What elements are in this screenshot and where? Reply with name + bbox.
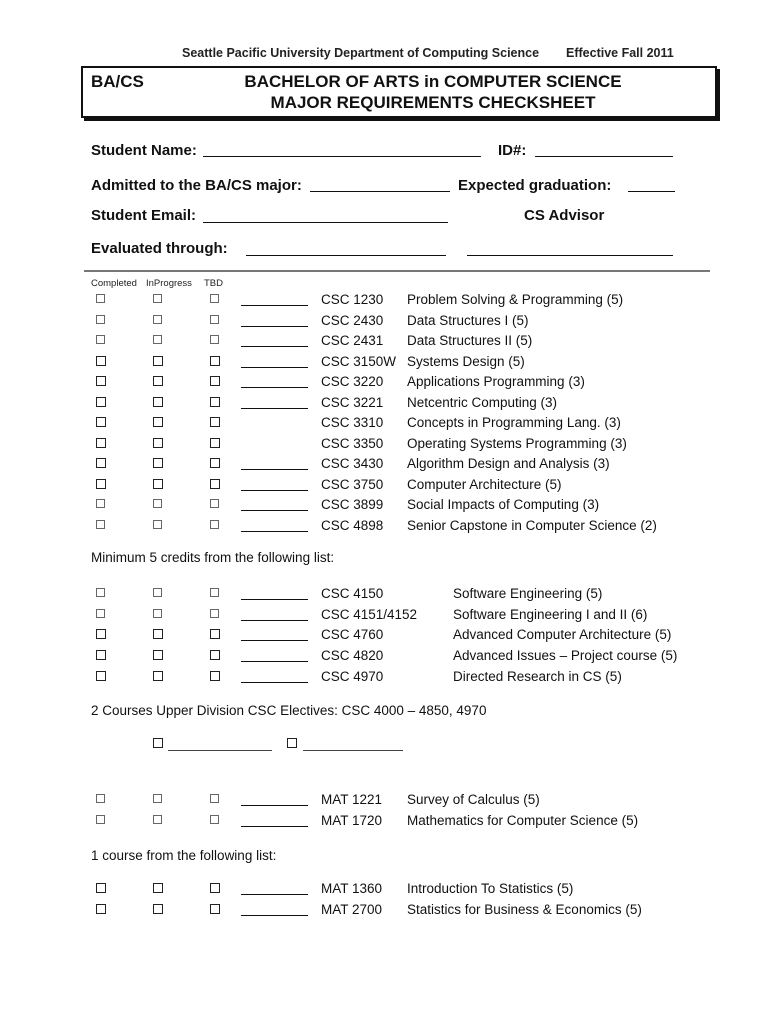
min-course-5-title: Directed Research in CS (5)	[453, 669, 622, 684]
core-course-5-code: CSC 3220	[321, 374, 384, 389]
core-course-10-code: CSC 3750	[321, 477, 384, 492]
min-course-4-tbd-checkbox[interactable]	[210, 650, 220, 660]
core-course-2-grade-field[interactable]	[241, 326, 308, 327]
core-course-8-inprogress-checkbox[interactable]	[153, 438, 163, 448]
core-course-7-title: Concepts in Programming Lang. (3)	[407, 415, 621, 430]
core-course-4-grade-field[interactable]	[241, 367, 308, 368]
core-course-7-inprogress-checkbox[interactable]	[153, 417, 163, 427]
core-course-9-completed-checkbox[interactable]	[96, 458, 106, 468]
min-course-3-completed-checkbox[interactable]	[96, 629, 106, 639]
expected-graduation-field[interactable]	[628, 191, 675, 192]
core-course-11-inprogress-checkbox[interactable]	[153, 499, 162, 508]
core-course-3-completed-checkbox[interactable]	[96, 335, 105, 344]
math-course-1-tbd-checkbox[interactable]	[210, 794, 219, 803]
core-course-4-inprogress-checkbox[interactable]	[153, 356, 163, 366]
elective-2-checkbox[interactable]	[287, 738, 297, 748]
math-course-2-tbd-checkbox[interactable]	[210, 815, 219, 824]
core-course-1-grade-field[interactable]	[241, 305, 308, 306]
core-course-1-tbd-checkbox[interactable]	[210, 294, 219, 303]
id-field[interactable]	[535, 156, 673, 157]
core-course-10-grade-field[interactable]	[241, 490, 308, 491]
min-course-5-code: CSC 4970	[321, 669, 384, 684]
min-course-4-title: Advanced Issues – Project course (5)	[453, 648, 678, 663]
core-course-12-completed-checkbox[interactable]	[96, 520, 105, 529]
student-name-field[interactable]	[203, 156, 481, 157]
min-course-5-tbd-checkbox[interactable]	[210, 671, 220, 681]
core-course-4-title: Systems Design (5)	[407, 354, 525, 369]
core-course-4-completed-checkbox[interactable]	[96, 356, 106, 366]
min-course-1-completed-checkbox[interactable]	[96, 588, 105, 597]
core-course-12-grade-field[interactable]	[241, 531, 308, 532]
core-course-5-tbd-checkbox[interactable]	[210, 376, 220, 386]
title-box	[81, 66, 717, 118]
stat-course-1-completed-checkbox[interactable]	[96, 883, 106, 893]
core-course-1-inprogress-checkbox[interactable]	[153, 294, 162, 303]
min-course-4-grade-field[interactable]	[241, 661, 308, 662]
electives-note: 2 Courses Upper Division CSC Electives: CSC 4000 – 4850, 4970	[91, 703, 487, 718]
student-email-label: Student Email:	[91, 207, 197, 224]
elective-1-field[interactable]	[168, 750, 272, 751]
stat-course-2-code: MAT 2700	[321, 902, 383, 917]
stat-course-2-inprogress-checkbox[interactable]	[153, 904, 163, 914]
core-course-2-title: Data Structures I (5)	[407, 313, 529, 328]
min-course-5-inprogress-checkbox[interactable]	[153, 671, 163, 681]
min-course-1-tbd-checkbox[interactable]	[210, 588, 219, 597]
stat-course-1-code: MAT 1360	[321, 881, 383, 896]
core-course-12-code: CSC 4898	[321, 518, 384, 533]
core-course-7-completed-checkbox[interactable]	[96, 417, 106, 427]
admitted-field[interactable]	[310, 191, 450, 192]
core-course-9-code: CSC 3430	[321, 456, 384, 471]
core-course-7-code: CSC 3310	[321, 415, 384, 430]
core-course-3-title: Data Structures II (5)	[407, 333, 533, 348]
math-course-2-title: Mathematics for Computer Science (5)	[407, 813, 639, 828]
min-course-3-inprogress-checkbox[interactable]	[153, 629, 163, 639]
page-title: BACHELOR OF ARTS in COMPUTER SCIENCE	[244, 72, 622, 91]
effective-date: Effective Fall 2011	[566, 46, 674, 60]
math-course-1-title: Survey of Calculus (5)	[407, 792, 540, 807]
core-course-8-code: CSC 3350	[321, 436, 384, 451]
min-course-1-inprogress-checkbox[interactable]	[153, 588, 162, 597]
core-course-11-title: Social Impacts of Computing (3)	[407, 497, 600, 512]
student-email-field[interactable]	[203, 222, 448, 223]
min-course-2-tbd-checkbox[interactable]	[210, 609, 219, 618]
min-course-2-grade-field[interactable]	[241, 620, 308, 621]
core-course-8-completed-checkbox[interactable]	[96, 438, 106, 448]
min-course-2-code: CSC 4151/4152	[321, 607, 418, 622]
core-course-5-completed-checkbox[interactable]	[96, 376, 106, 386]
core-course-2-inprogress-checkbox[interactable]	[153, 315, 162, 324]
core-course-8-tbd-checkbox[interactable]	[210, 438, 220, 448]
math-course-1-code: MAT 1221	[321, 792, 383, 807]
stat-course-2-title: Statistics for Business & Economics (5)	[407, 902, 642, 917]
math-course-1-inprogress-checkbox[interactable]	[153, 794, 162, 803]
id-label: ID#:	[498, 142, 527, 159]
min-course-3-title: Advanced Computer Architecture (5)	[453, 627, 672, 642]
page-subtitle: MAJOR REQUIREMENTS CHECKSHEET	[270, 93, 596, 112]
min-course-3-code: CSC 4760	[321, 627, 384, 642]
core-course-12-tbd-checkbox[interactable]	[210, 520, 219, 529]
min-credits-note: Minimum 5 credits from the following list:	[91, 550, 335, 565]
core-course-3-grade-field[interactable]	[241, 346, 308, 347]
core-course-12-title: Senior Capstone in Computer Science (2)	[407, 518, 657, 533]
core-course-1-title: Problem Solving & Programming (5)	[407, 292, 624, 307]
stat-course-1-grade-field[interactable]	[241, 894, 308, 895]
core-course-9-inprogress-checkbox[interactable]	[153, 458, 163, 468]
min-course-1-title: Software Engineering (5)	[453, 586, 603, 601]
evaluated-through-label: Evaluated through:	[91, 240, 228, 257]
core-course-9-grade-field[interactable]	[241, 469, 308, 470]
core-course-8-title: Operating Systems Programming (3)	[407, 436, 627, 451]
stat-course-2-completed-checkbox[interactable]	[96, 904, 106, 914]
stat-course-2-tbd-checkbox[interactable]	[210, 904, 220, 914]
core-course-6-tbd-checkbox[interactable]	[210, 397, 220, 407]
col-tbd: TBD	[204, 278, 223, 289]
core-course-4-tbd-checkbox[interactable]	[210, 356, 220, 366]
department-name: Seattle Pacific University Department of Computing Science	[182, 46, 540, 60]
cs-advisor-field[interactable]	[467, 255, 673, 256]
core-course-2-tbd-checkbox[interactable]	[210, 315, 219, 324]
min-course-1-grade-field[interactable]	[241, 599, 308, 600]
min-course-5-grade-field[interactable]	[241, 682, 308, 683]
min-course-2-completed-checkbox[interactable]	[96, 609, 105, 618]
math-course-2-code: MAT 1720	[321, 813, 383, 828]
math-course-1-grade-field[interactable]	[241, 805, 308, 806]
elective-1-checkbox[interactable]	[153, 738, 163, 748]
admitted-label: Admitted to the BA/CS major:	[91, 177, 302, 194]
core-course-1-code: CSC 1230	[321, 292, 384, 307]
core-course-6-title: Netcentric Computing (3)	[407, 395, 558, 410]
core-course-11-code: CSC 3899	[321, 497, 384, 512]
section-divider	[84, 270, 710, 272]
core-course-12-inprogress-checkbox[interactable]	[153, 520, 162, 529]
core-course-6-inprogress-checkbox[interactable]	[153, 397, 163, 407]
core-course-5-grade-field[interactable]	[241, 387, 308, 388]
min-course-4-code: CSC 4820	[321, 648, 384, 663]
col-completed: Completed	[91, 278, 137, 289]
core-course-3-tbd-checkbox[interactable]	[210, 335, 219, 344]
core-course-5-title: Applications Programming (3)	[407, 374, 585, 389]
one-course-note: 1 course from the following list:	[91, 848, 277, 863]
core-course-10-tbd-checkbox[interactable]	[210, 479, 220, 489]
min-course-3-grade-field[interactable]	[241, 640, 308, 641]
stat-course-2-grade-field[interactable]	[241, 915, 308, 916]
core-course-10-completed-checkbox[interactable]	[96, 479, 106, 489]
core-course-5-inprogress-checkbox[interactable]	[153, 376, 163, 386]
evaluated-through-field[interactable]	[246, 255, 446, 256]
min-course-4-inprogress-checkbox[interactable]	[153, 650, 163, 660]
core-course-2-code: CSC 2430	[321, 313, 384, 328]
core-course-10-inprogress-checkbox[interactable]	[153, 479, 163, 489]
cs-advisor-label: CS Advisor	[524, 207, 605, 224]
stat-course-1-title: Introduction To Statistics (5)	[407, 881, 574, 896]
stat-course-1-tbd-checkbox[interactable]	[210, 883, 220, 893]
core-course-1-completed-checkbox[interactable]	[96, 294, 105, 303]
min-course-1-code: CSC 4150	[321, 586, 384, 601]
core-course-9-tbd-checkbox[interactable]	[210, 458, 220, 468]
core-course-6-completed-checkbox[interactable]	[96, 397, 106, 407]
min-course-4-completed-checkbox[interactable]	[96, 650, 106, 660]
min-course-3-tbd-checkbox[interactable]	[210, 629, 220, 639]
expected-graduation-label: Expected graduation:	[458, 177, 612, 194]
core-course-3-inprogress-checkbox[interactable]	[153, 335, 162, 344]
core-course-9-title: Algorithm Design and Analysis (3)	[407, 456, 610, 471]
core-course-10-title: Computer Architecture (5)	[407, 477, 562, 492]
core-course-4-code: CSC 3150W	[321, 354, 397, 369]
core-course-6-code: CSC 3221	[321, 395, 384, 410]
core-course-11-completed-checkbox[interactable]	[96, 499, 105, 508]
col-inprogress: InProgress	[146, 278, 192, 289]
math-course-2-inprogress-checkbox[interactable]	[153, 815, 162, 824]
core-course-11-tbd-checkbox[interactable]	[210, 499, 219, 508]
min-course-2-inprogress-checkbox[interactable]	[153, 609, 162, 618]
degree-code: BA/CS	[91, 72, 144, 91]
core-course-11-grade-field[interactable]	[241, 510, 308, 511]
math-course-1-completed-checkbox[interactable]	[96, 794, 105, 803]
core-course-2-completed-checkbox[interactable]	[96, 315, 105, 324]
core-course-3-code: CSC 2431	[321, 333, 384, 348]
min-course-5-completed-checkbox[interactable]	[96, 671, 106, 681]
stat-course-1-inprogress-checkbox[interactable]	[153, 883, 163, 893]
elective-2-field[interactable]	[303, 750, 403, 751]
student-name-label: Student Name:	[91, 142, 197, 159]
core-course-7-tbd-checkbox[interactable]	[210, 417, 220, 427]
core-course-6-grade-field[interactable]	[241, 408, 308, 409]
min-course-2-title: Software Engineering I and II (6)	[453, 607, 648, 622]
math-course-2-completed-checkbox[interactable]	[96, 815, 105, 824]
math-course-2-grade-field[interactable]	[241, 826, 308, 827]
